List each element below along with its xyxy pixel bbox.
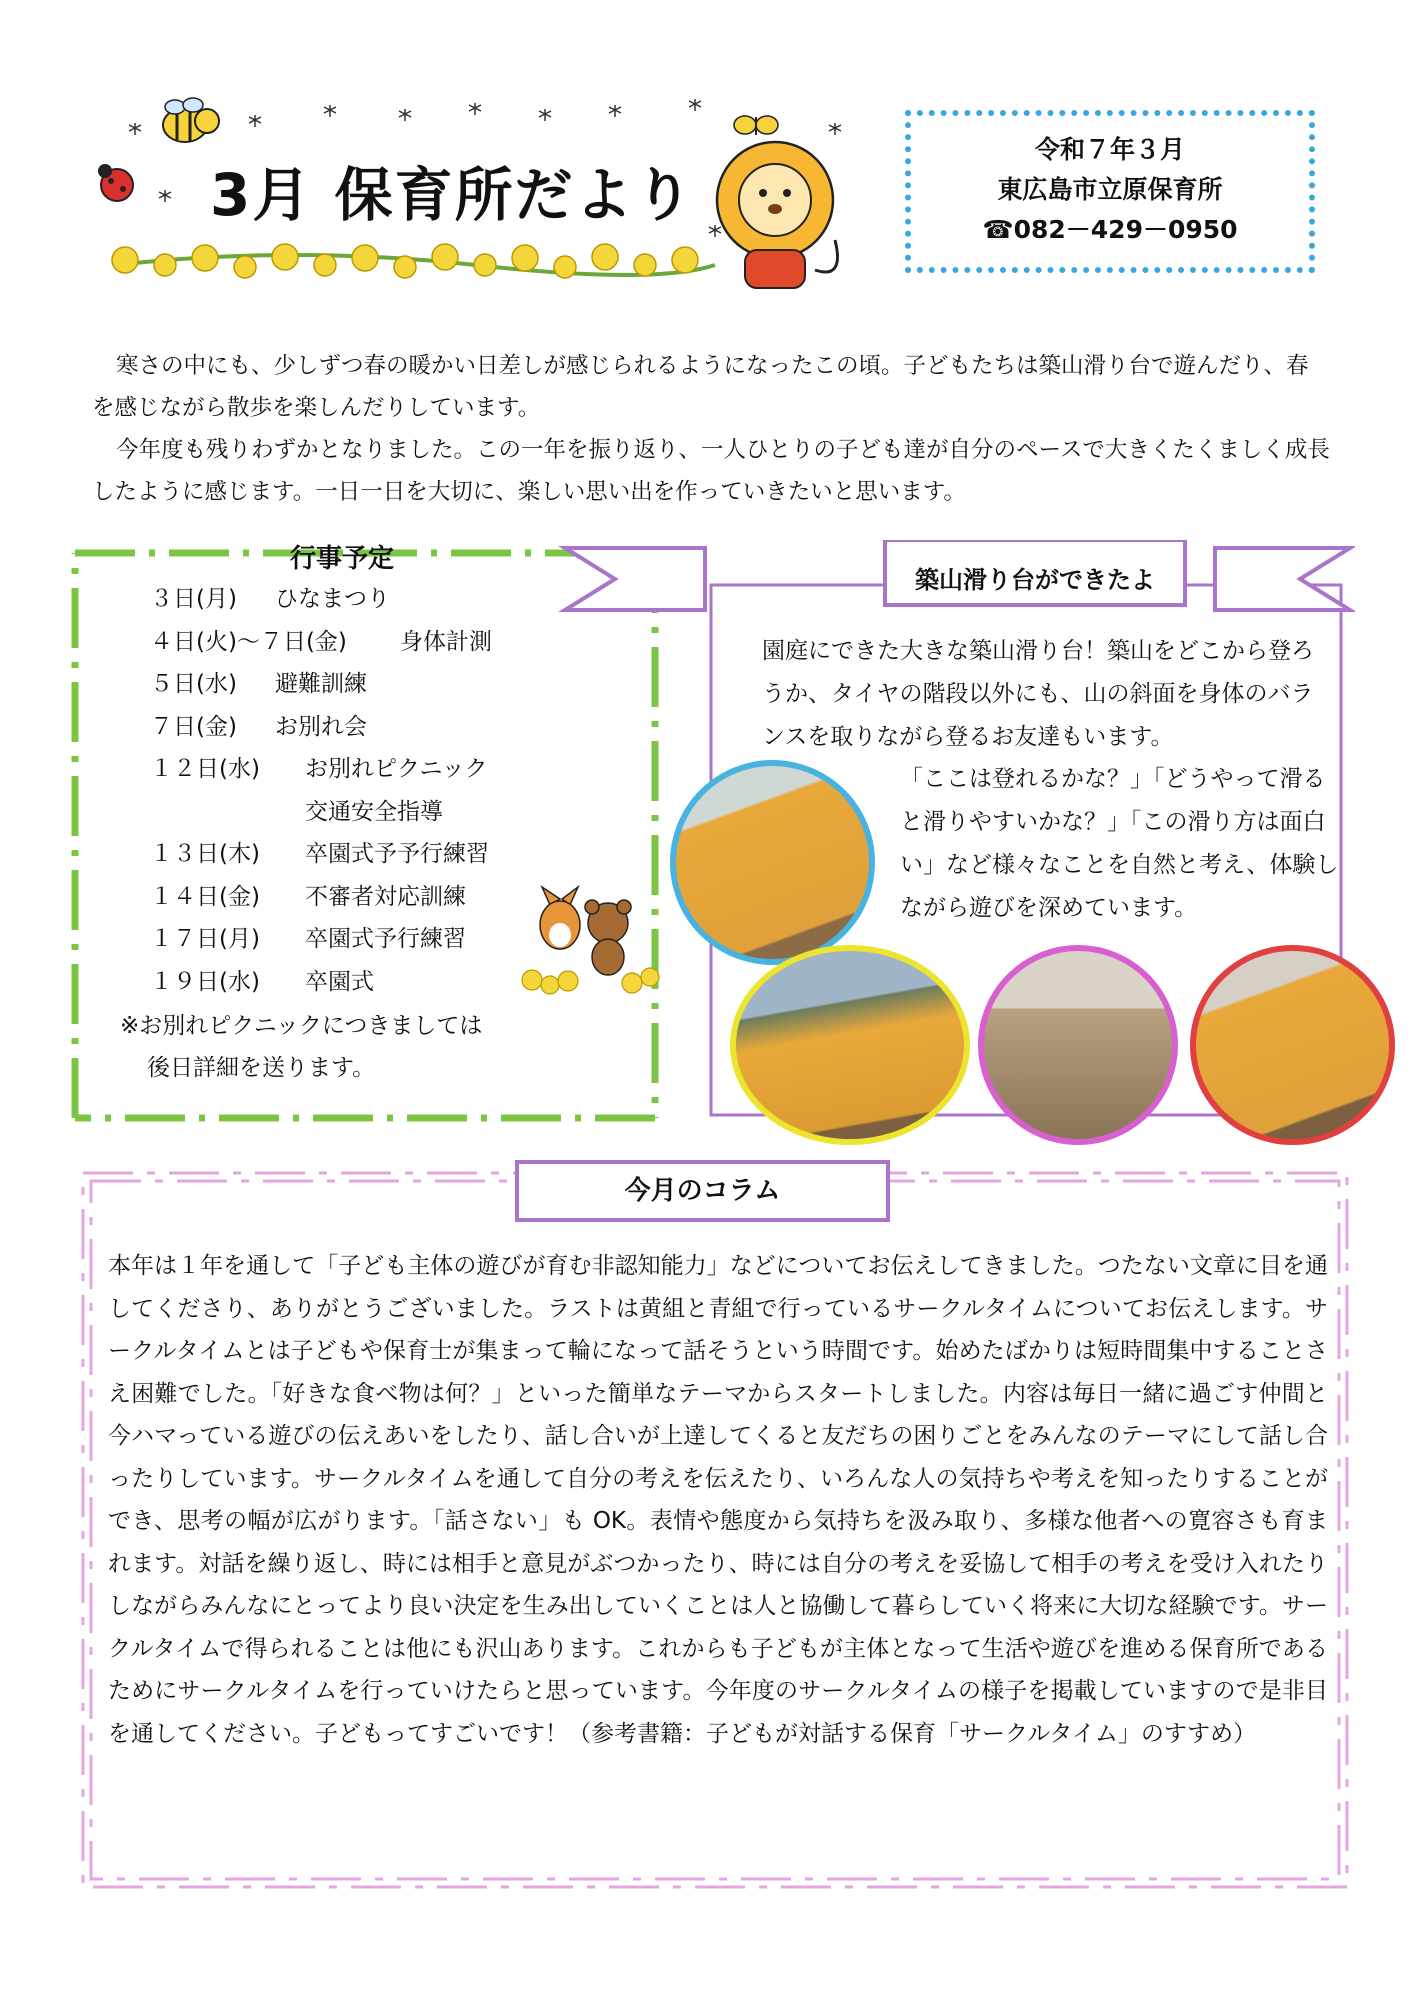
bee-icon xyxy=(163,98,219,142)
info-box xyxy=(905,110,1315,273)
intro-paragraph: 寒さの中にも、少しずつ春の暖かい日差しが感じられるようになったこの頃。子どもたちは築山滑り台で遊んだり、春を感じながら散歩を楽しんだりしています。 xyxy=(92,353,1309,421)
event-date: １９日(水) xyxy=(150,968,260,995)
flower-garland xyxy=(112,244,715,278)
event-item xyxy=(150,621,492,664)
ladybug-icon xyxy=(98,164,133,201)
event-date: １２日(水) xyxy=(150,756,260,782)
intro-paragraph: 今年度も残りわずかとなりました。この一年を振り返り、一人ひとりの子ども達が自分のペースで大きくたくましく成長したように感じます。一日一日を大切に、楽しい思い出を作っていきたいと思います。 xyxy=(92,437,1330,505)
event-date: ７日(金) xyxy=(150,713,237,740)
event-item xyxy=(150,833,492,876)
butterfly-icon xyxy=(734,116,778,135)
events-note-line: ※お別れピクニックにつきましては xyxy=(120,1013,483,1039)
column-body: 本年は１年を通して「子ども主体の遊びが育む非認知能力」などについてお伝えしてきました。つたない文章に目を通してくださり、ありがとうございました。ラストは黄組と青組で行っているサークルタイムについてお伝えします。サークルタイムとは子どもや保育士が集まって輪になって話そうという時間です。始めたばかりは短時間集中することさえ困難でした。「好きな食べ物は何？」といった簡単なテーマからスタートしました。内容は毎日一緒に過ごす仲間と今ハマっている遊びの伝えあいをしたり、話し合いが上達してくると友だちの困りごとをみんなのテーマにして話し合ったりしています。サークルタイムを通して自分の考えを伝えたり、いろんな人の気持ちや考えを知ったりすることができ、思考の幅が広がります。「話さない」も OK。表情や態度から気持ちを汲み取り、多様な他者への寛容さも育まれます。対話を繰り返し、時には相手と意見がぶつかったり、時には自分の考えを妥協して相手の考えを受け入れたりしながらみんなにとってより良い決定を生み出していくことは人と協働して暮らしていく将来に大切な経験です。サークルタイムで得られることは他にも沢山あります。これからも子どもが主体となって生活や遊びを進める保育所であるためにサークルタイムを行っていけたらと思っています。今年度のサークルタイムの様子を掲載していますので是非目を通してください。子どもってすごいです！（参考書籍：子どもが対話する保育「サークルタイム」のすすめ） xyxy=(108,1253,1328,1747)
tsukiyama-text: 「ここは登れるかな？」「どうやって滑ると滑りやすいかな？」「この滑り方は面白い」など様々なことを自然と考え、体験しながら遊びを深めています。 xyxy=(900,766,1339,921)
event-item xyxy=(150,791,492,834)
lion-icon xyxy=(717,142,838,288)
event-item xyxy=(150,663,492,706)
newsletter-title: 3月 保育所だより xyxy=(210,161,695,229)
event-item xyxy=(150,918,492,961)
event-item xyxy=(150,876,492,919)
slide-photo xyxy=(670,760,875,965)
events-list xyxy=(150,578,492,1003)
slide-photo xyxy=(978,945,1178,1145)
events-title: 行事予定 xyxy=(290,544,395,574)
event-item xyxy=(150,748,492,791)
event-name: お別れピクニック xyxy=(305,756,488,782)
event-name: 避難訓練 xyxy=(275,671,367,697)
event-item xyxy=(150,578,492,621)
event-name: 交通安全指導 xyxy=(305,798,443,825)
event-date: １３日(木) xyxy=(150,841,260,867)
issue-date: 令和７年３月 xyxy=(1034,135,1185,164)
slide-photo xyxy=(1190,945,1395,1145)
event-item xyxy=(150,706,492,749)
tsukiyama-title: 築山滑り台ができたよ xyxy=(915,566,1155,594)
event-date: １７日(月) xyxy=(150,926,260,952)
intro-text xyxy=(92,345,1330,513)
event-date: ５日(水) xyxy=(150,671,237,697)
event-name: 卒園式予予行練習 xyxy=(305,841,489,867)
facility-name: 東広島市立原保育所 xyxy=(997,175,1223,204)
event-name: 身体計測 xyxy=(400,628,492,655)
phone-number: ☎082－429－0950 xyxy=(982,215,1238,244)
event-name: ひなまつり xyxy=(275,586,390,612)
event-date: ３日(月) xyxy=(150,586,237,612)
tsukiyama-text: 園庭にできた大きな築山滑り台！築山をどこから登ろうか、タイヤの階段以外にも、山の斜面を身体のバランスを取りながら登るお友達もいます。 xyxy=(762,638,1314,750)
event-name: 不審者対応訓練 xyxy=(305,883,466,910)
event-name: 卒園式予行練習 xyxy=(305,926,466,952)
column-title: 今月のコラム xyxy=(515,1160,890,1222)
events-note-line: 後日詳細を送ります。 xyxy=(147,1055,376,1081)
slide-photo xyxy=(730,945,970,1145)
events-note xyxy=(120,1005,482,1089)
event-date: ４日(火)～７日(金) xyxy=(150,628,347,655)
event-name: お別れ会 xyxy=(275,713,367,740)
event-date: １４日(金) xyxy=(150,883,260,910)
event-item xyxy=(150,961,492,1004)
event-name: 卒園式 xyxy=(305,968,374,995)
